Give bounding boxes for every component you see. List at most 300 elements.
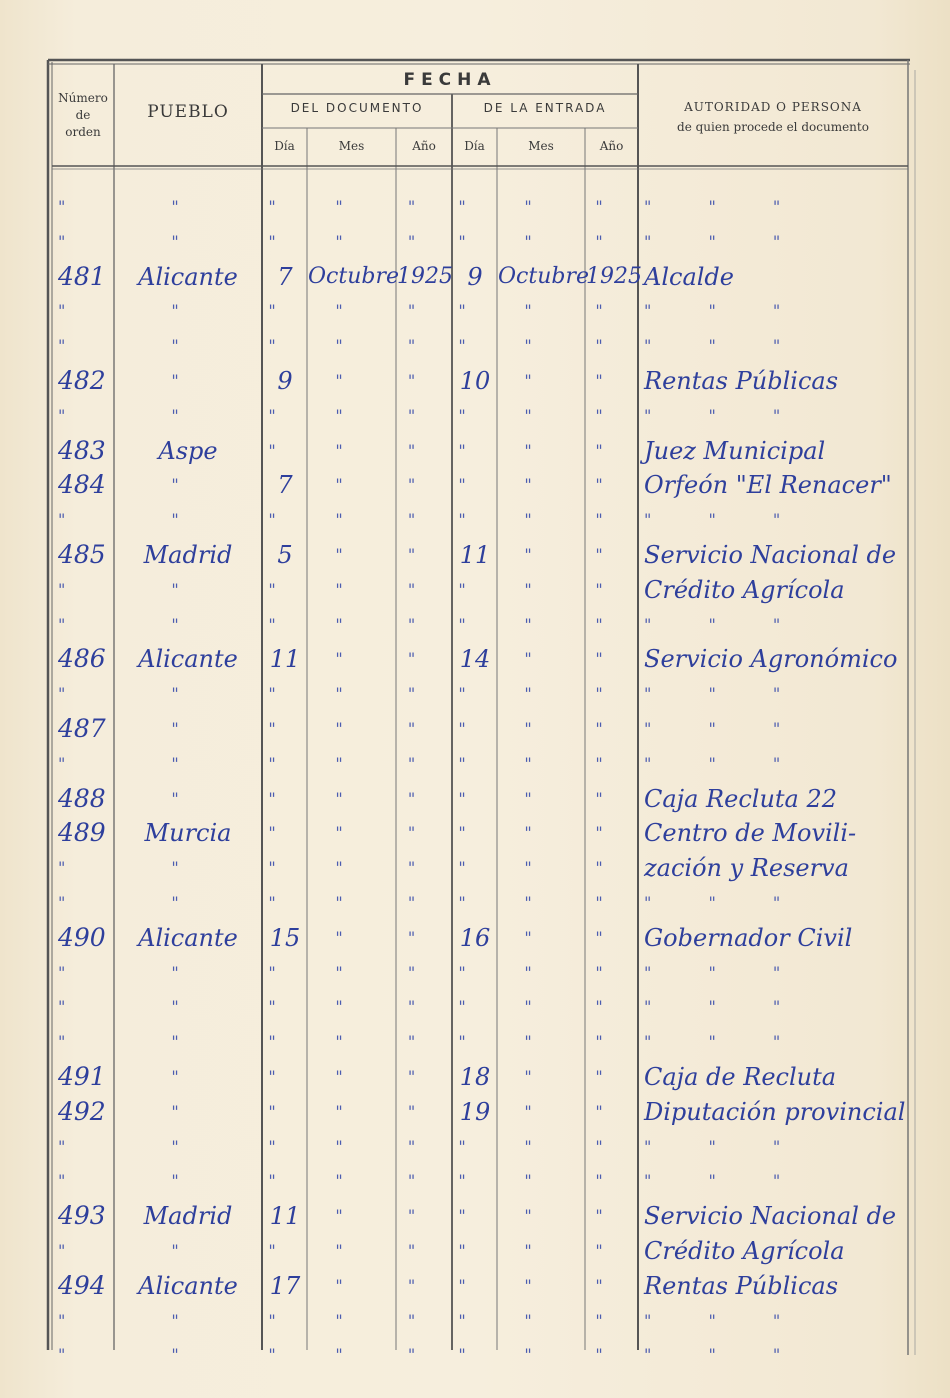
row-21-entrada-dia: ": [458, 893, 492, 912]
row-30-doc-anio: ": [407, 1206, 442, 1226]
row-21-pueblo: ": [171, 893, 205, 912]
row-15-doc-mes: ": [335, 684, 369, 704]
row-20-entrada-dia: ": [458, 858, 492, 878]
row-11-doc-anio: ": [407, 545, 442, 564]
row-4-orden-numero: ": [58, 301, 92, 321]
row-8-orden-numero: 483: [58, 435, 106, 465]
row-13-entrada-dia: ": [458, 614, 492, 634]
row-33-pueblo: ": [171, 1310, 205, 1330]
row-11-entrada-anio: ": [595, 545, 629, 564]
row-5-entrada-mes: ": [524, 336, 558, 356]
row-30-entrada-mes: ": [524, 1206, 558, 1226]
row-32-entrada-mes: ": [524, 1275, 558, 1295]
row-22-pueblo: Alicante: [138, 923, 238, 952]
row-32-doc-anio: ": [407, 1275, 442, 1295]
row-14-pueblo: Alicante: [138, 645, 238, 674]
row-22-entrada-anio: ": [595, 927, 629, 947]
header-doc-anio: Año: [412, 139, 436, 153]
row-19-entrada-anio: ": [595, 823, 629, 843]
header-numero-de-orden: [52, 90, 114, 141]
row-34-entrada-dia: ": [458, 1345, 492, 1365]
row-28-entrada-dia: ": [458, 1136, 492, 1156]
row-27-entrada-dia: 19: [459, 1097, 491, 1126]
row-4-doc-dia: ": [268, 301, 302, 321]
row-7-orden-numero: ": [58, 405, 92, 425]
row-2-entrada-anio: ": [595, 231, 629, 251]
row-7-doc-dia: ": [268, 405, 302, 425]
row-2-doc-dia: ": [268, 231, 302, 251]
row-10-doc-mes: ": [335, 510, 369, 530]
row-5-doc-dia: ": [268, 336, 302, 356]
header-numero-line2: de: [75, 108, 91, 122]
row-11-orden-numero: 485: [58, 540, 106, 569]
header-doc-dia: Día: [274, 139, 295, 153]
row-20-pueblo: ": [171, 858, 205, 878]
row-6-doc-mes: ": [335, 371, 369, 390]
row-29-doc-mes: ": [335, 1171, 369, 1191]
row-3-entrada-anio: 1925: [586, 263, 642, 289]
header-fecha: FECHA: [403, 70, 497, 90]
row-30-doc-mes: ": [335, 1206, 369, 1226]
row-10-doc-dia: ": [268, 510, 302, 530]
row-23-doc-anio: ": [407, 962, 442, 982]
row-27-doc-dia: ": [268, 1101, 302, 1121]
row-27-doc-mes: ": [335, 1101, 369, 1121]
row-13-orden-numero: ": [58, 614, 92, 634]
row-15-pueblo: ": [171, 684, 205, 704]
row-2-entrada-dia: ": [458, 231, 492, 251]
row-25-doc-anio: ": [407, 1032, 442, 1052]
row-29-entrada-mes: ": [524, 1171, 558, 1191]
row-25-entrada-dia: ": [458, 1032, 492, 1052]
row-4-entrada-dia: ": [458, 301, 492, 321]
row-6-doc-anio: ": [407, 371, 442, 390]
row-29-orden-numero: ": [58, 1171, 92, 1191]
row-1-autoridad: " " ": [644, 197, 807, 216]
row-20-doc-dia: ": [268, 858, 302, 878]
row-9-autoridad: Orfeón "El Renacer": [644, 471, 892, 500]
row-18-autoridad: Caja Recluta 22: [644, 784, 838, 813]
row-20-doc-anio: ": [407, 858, 442, 878]
row-33-orden-numero: ": [58, 1310, 92, 1330]
row-5-orden-numero: ": [58, 336, 92, 356]
row-22-doc-mes: ": [335, 927, 369, 947]
row-23-doc-mes: ": [335, 962, 369, 982]
row-2-pueblo: ": [171, 231, 205, 251]
row-5-autoridad: " " ": [644, 336, 807, 356]
row-10-entrada-anio: ": [595, 510, 629, 530]
row-31-doc-mes: ": [335, 1241, 369, 1260]
row-7-autoridad: " " ": [644, 405, 807, 425]
row-19-pueblo: Murcia: [144, 819, 232, 848]
row-4-autoridad: " " ": [644, 301, 807, 321]
row-26-entrada-dia: 18: [459, 1063, 491, 1091]
header-doc-mes: Mes: [338, 139, 365, 153]
row-32-autoridad: Rentas Públicas: [644, 1271, 839, 1300]
row-32-orden-numero: 494: [58, 1270, 106, 1300]
row-28-entrada-mes: ": [524, 1136, 558, 1156]
row-3-doc-anio: 1925: [397, 263, 453, 289]
row-7-doc-mes: ": [335, 405, 369, 425]
row-6-doc-dia: 9: [277, 367, 293, 395]
row-31-orden-numero: ": [58, 1241, 92, 1260]
row-3-autoridad: Alcalde: [644, 262, 734, 291]
row-32-entrada-dia: ": [458, 1275, 492, 1295]
row-29-pueblo: ": [171, 1171, 205, 1191]
row-22-doc-dia: 15: [269, 923, 301, 952]
row-11-pueblo: Madrid: [143, 541, 233, 569]
row-18-doc-mes: ": [335, 788, 369, 808]
row-3-doc-mes: Octubre: [308, 263, 399, 289]
row-9-entrada-anio: ": [595, 475, 629, 495]
row-8-autoridad: Juez Municipal: [644, 436, 826, 465]
row-16-pueblo: ": [171, 719, 205, 738]
row-26-autoridad: Caja de Recluta: [644, 1063, 837, 1091]
row-25-doc-dia: ": [268, 1032, 302, 1052]
row-16-entrada-mes: ": [524, 719, 558, 738]
row-25-entrada-mes: ": [524, 1032, 558, 1052]
row-6-pueblo: ": [171, 371, 205, 390]
row-9-entrada-mes: ": [524, 475, 558, 495]
row-5-entrada-dia: ": [458, 336, 492, 356]
row-26-orden-numero: 491: [58, 1062, 106, 1091]
row-6-entrada-dia: 10: [459, 367, 491, 395]
row-14-entrada-dia: 14: [459, 645, 491, 674]
row-17-doc-dia: ": [268, 753, 302, 773]
row-15-entrada-mes: ": [524, 684, 558, 704]
row-24-doc-dia: ": [268, 997, 302, 1017]
row-9-orden-numero: 484: [58, 470, 106, 500]
row-7-pueblo: ": [171, 405, 205, 425]
row-24-doc-mes: ": [335, 997, 369, 1017]
row-24-entrada-dia: ": [458, 997, 492, 1017]
row-21-doc-dia: ": [268, 893, 302, 912]
row-26-doc-anio: ": [407, 1067, 442, 1086]
row-30-pueblo: Madrid: [143, 1202, 233, 1231]
row-12-doc-anio: ": [407, 579, 442, 599]
header-ent-dia: Día: [464, 139, 485, 153]
row-6-autoridad: Rentas Públicas: [644, 367, 839, 395]
row-17-autoridad: " " ": [644, 753, 807, 773]
row-3-entrada-mes: Octubre: [498, 263, 589, 289]
row-14-orden-numero: 486: [58, 644, 106, 674]
row-11-doc-dia: 5: [277, 541, 293, 569]
row-2-autoridad: " " ": [644, 231, 807, 251]
row-26-doc-mes: ": [335, 1067, 369, 1086]
row-24-orden-numero: ": [58, 997, 92, 1017]
row-27-autoridad: Diputación provincial: [644, 1097, 906, 1126]
row-8-entrada-dia: ": [458, 440, 492, 460]
row-17-pueblo: ": [171, 753, 205, 773]
row-28-doc-dia: ": [268, 1136, 302, 1156]
row-17-entrada-anio: ": [595, 753, 629, 773]
row-27-orden-numero: 492: [58, 1096, 106, 1126]
row-13-autoridad: " " ": [644, 614, 807, 634]
header-numero-line1: Número: [58, 91, 108, 105]
row-10-entrada-dia: ": [458, 510, 492, 530]
row-20-orden-numero: ": [58, 858, 92, 878]
row-21-entrada-mes: ": [524, 893, 558, 912]
row-3-pueblo: Alicante: [138, 262, 238, 291]
row-20-entrada-mes: ": [524, 858, 558, 878]
row-15-autoridad: " " ": [644, 684, 807, 704]
row-4-entrada-anio: ": [595, 301, 629, 321]
row-5-pueblo: ": [171, 336, 205, 356]
row-9-doc-mes: ": [335, 475, 369, 495]
row-18-doc-dia: ": [268, 788, 302, 808]
row-33-doc-mes: ": [335, 1310, 369, 1330]
row-34-orden-numero: ": [58, 1345, 92, 1365]
row-29-entrada-dia: ": [458, 1171, 492, 1191]
row-33-doc-dia: ": [268, 1310, 302, 1330]
header-ent-mes: Mes: [528, 139, 554, 153]
row-26-entrada-anio: ": [595, 1067, 629, 1086]
row-4-entrada-mes: ": [524, 301, 558, 321]
row-7-doc-anio: ": [407, 405, 442, 425]
header-del-documento: DEL DOCUMENTO: [290, 101, 424, 115]
row-32-pueblo: Alicante: [138, 1271, 238, 1300]
row-9-doc-anio: ": [407, 475, 442, 495]
row-30-autoridad: Servicio Nacional de: [644, 1202, 897, 1231]
row-8-doc-dia: ": [268, 440, 302, 460]
row-11-entrada-dia: 11: [459, 541, 491, 569]
row-12-entrada-anio: ": [595, 579, 629, 599]
row-28-doc-mes: ": [335, 1136, 369, 1156]
row-7-entrada-anio: ": [595, 405, 629, 425]
row-34-autoridad: " " ": [644, 1345, 807, 1365]
row-1-doc-mes: ": [335, 197, 369, 216]
row-9-doc-dia: 7: [277, 471, 293, 500]
row-14-doc-mes: ": [335, 649, 369, 669]
header-numero-line3: orden: [65, 125, 101, 139]
header-de-la-entrada: DE LA ENTRADA: [483, 101, 607, 115]
row-31-entrada-anio: ": [595, 1241, 629, 1260]
row-28-doc-anio: ": [407, 1136, 442, 1156]
row-11-entrada-mes: ": [524, 545, 558, 564]
row-15-doc-dia: ": [268, 684, 302, 704]
row-24-entrada-mes: ": [524, 997, 558, 1017]
row-17-entrada-dia: ": [458, 753, 492, 773]
row-19-doc-dia: ": [268, 823, 302, 843]
row-25-autoridad: " " ": [644, 1032, 807, 1052]
row-17-doc-mes: ": [335, 753, 369, 773]
row-27-entrada-anio: ": [595, 1101, 629, 1121]
row-25-pueblo: ": [171, 1032, 205, 1052]
row-30-doc-dia: 11: [269, 1202, 301, 1231]
row-33-entrada-dia: ": [458, 1310, 492, 1330]
row-10-pueblo: ": [171, 510, 205, 530]
row-14-doc-dia: 11: [269, 645, 301, 674]
row-34-pueblo: ": [171, 1345, 205, 1365]
row-14-entrada-mes: ": [524, 649, 558, 669]
row-2-entrada-mes: ": [524, 231, 558, 251]
row-34-doc-anio: ": [407, 1345, 442, 1365]
row-15-entrada-anio: ": [595, 684, 629, 704]
row-12-autoridad: Crédito Agrícola: [644, 575, 845, 604]
row-16-entrada-dia: ": [458, 719, 492, 738]
row-8-pueblo: Aspe: [158, 436, 218, 465]
row-5-doc-anio: ": [407, 336, 442, 356]
row-22-autoridad: Gobernador Civil: [644, 923, 853, 952]
row-22-entrada-mes: ": [524, 927, 558, 947]
row-13-doc-mes: ": [335, 614, 369, 634]
row-10-doc-anio: ": [407, 510, 442, 530]
row-33-entrada-mes: ": [524, 1310, 558, 1330]
row-31-autoridad: Crédito Agrícola: [644, 1237, 845, 1265]
row-21-entrada-anio: ": [595, 893, 629, 912]
row-12-doc-dia: ": [268, 579, 302, 599]
row-3-entrada-dia: 9: [467, 262, 483, 291]
row-6-orden-numero: 482: [58, 366, 106, 395]
row-33-autoridad: " " ": [644, 1310, 807, 1330]
row-20-entrada-anio: ": [595, 858, 629, 878]
header-ent-anio: Año: [599, 139, 624, 153]
header-autoridad: AUTORIDAD O PERSONA: [684, 100, 862, 114]
row-25-doc-mes: ": [335, 1032, 369, 1052]
row-18-orden-numero: 488: [58, 783, 106, 813]
row-12-pueblo: ": [171, 579, 205, 599]
row-7-entrada-dia: ": [458, 405, 492, 425]
row-2-doc-mes: ": [335, 231, 369, 251]
row-12-orden-numero: ": [58, 579, 92, 599]
row-9-entrada-dia: ": [458, 475, 492, 495]
row-12-doc-mes: ": [335, 579, 369, 599]
row-15-orden-numero: ": [58, 684, 92, 704]
row-1-doc-anio: ": [407, 197, 442, 216]
row-24-pueblo: ": [171, 997, 205, 1017]
row-25-entrada-anio: ": [595, 1032, 629, 1052]
row-29-doc-anio: ": [407, 1171, 442, 1191]
row-14-autoridad: Servicio Agronómico: [644, 645, 898, 674]
row-33-entrada-anio: ": [595, 1310, 629, 1330]
row-34-entrada-mes: ": [524, 1345, 558, 1365]
row-25-orden-numero: ": [58, 1032, 92, 1052]
row-1-pueblo: ": [171, 197, 205, 216]
row-21-doc-mes: ": [335, 893, 369, 912]
row-19-orden-numero: 489: [58, 818, 106, 848]
row-30-orden-numero: 493: [58, 1201, 106, 1231]
row-3-doc-dia: 7: [277, 262, 293, 291]
row-13-doc-dia: ": [268, 614, 302, 634]
row-27-doc-anio: ": [407, 1101, 442, 1121]
row-18-entrada-anio: ": [595, 788, 629, 808]
row-30-entrada-dia: ": [458, 1206, 492, 1226]
row-27-pueblo: ": [171, 1101, 205, 1121]
row-28-orden-numero: ": [58, 1136, 92, 1156]
header-pueblo: PUEBLO: [147, 102, 229, 122]
row-34-entrada-anio: ": [595, 1345, 629, 1365]
row-29-doc-dia: ": [268, 1171, 302, 1191]
row-10-entrada-mes: ": [524, 510, 558, 530]
row-16-doc-mes: ": [335, 719, 369, 738]
row-6-entrada-anio: ": [595, 371, 629, 390]
row-5-entrada-anio: ": [595, 336, 629, 356]
row-20-doc-mes: ": [335, 858, 369, 878]
row-24-autoridad: " " ": [644, 997, 807, 1017]
row-23-entrada-mes: ": [524, 962, 558, 982]
row-19-autoridad: Centro de Movili-: [644, 819, 857, 848]
row-16-orden-numero: 487: [58, 714, 106, 743]
row-28-entrada-anio: ": [595, 1136, 629, 1156]
row-16-autoridad: " " ": [644, 719, 807, 738]
row-14-entrada-anio: ": [595, 649, 629, 669]
row-23-pueblo: ": [171, 962, 205, 982]
row-4-pueblo: ": [171, 301, 205, 321]
row-31-entrada-mes: ": [524, 1241, 558, 1260]
row-19-entrada-dia: ": [458, 823, 492, 843]
row-31-doc-dia: ": [268, 1241, 302, 1260]
row-20-autoridad: zación y Reserva: [644, 854, 849, 883]
row-13-entrada-mes: ": [524, 614, 558, 634]
row-11-doc-mes: ": [335, 545, 369, 564]
row-32-doc-dia: 17: [269, 1271, 301, 1300]
row-1-entrada-mes: ": [524, 197, 558, 216]
row-16-doc-anio: ": [407, 719, 442, 738]
row-32-entrada-anio: ": [595, 1275, 629, 1295]
row-22-orden-numero: 490: [58, 922, 106, 952]
row-18-entrada-mes: ": [524, 788, 558, 808]
row-34-doc-dia: ": [268, 1345, 302, 1365]
row-19-doc-mes: ": [335, 823, 369, 843]
row-13-doc-anio: ": [407, 614, 442, 634]
row-21-orden-numero: ": [58, 893, 92, 912]
row-1-entrada-dia: ": [458, 197, 492, 216]
row-7-entrada-mes: ": [524, 405, 558, 425]
row-24-doc-anio: ": [407, 997, 442, 1017]
header-autoridad-sub: de quien procede el documento: [677, 120, 869, 134]
row-12-entrada-dia: ": [458, 579, 492, 599]
row-22-entrada-dia: 16: [459, 923, 491, 952]
row-21-doc-anio: ": [407, 893, 442, 912]
row-4-doc-mes: ": [335, 301, 369, 321]
row-26-pueblo: ": [171, 1067, 205, 1086]
row-33-doc-anio: ": [407, 1310, 442, 1330]
row-31-doc-anio: ": [407, 1241, 442, 1260]
row-1-orden-numero: ": [58, 197, 92, 216]
row-32-doc-mes: ": [335, 1275, 369, 1295]
row-2-doc-anio: ": [407, 231, 442, 251]
row-1-doc-dia: ": [268, 197, 302, 216]
row-19-doc-anio: ": [407, 823, 442, 843]
row-13-entrada-anio: ": [595, 614, 629, 634]
row-18-entrada-dia: ": [458, 788, 492, 808]
row-8-doc-mes: ": [335, 440, 369, 460]
row-12-entrada-mes: ": [524, 579, 558, 599]
row-5-doc-mes: ": [335, 336, 369, 356]
row-15-doc-anio: ": [407, 684, 442, 704]
row-15-entrada-dia: ": [458, 684, 492, 704]
row-23-entrada-anio: ": [595, 962, 629, 982]
row-13-pueblo: ": [171, 614, 205, 634]
row-2-orden-numero: ": [58, 231, 92, 251]
row-26-entrada-mes: ": [524, 1067, 558, 1086]
row-31-pueblo: ": [171, 1241, 205, 1260]
row-23-doc-dia: ": [268, 962, 302, 982]
row-8-entrada-mes: ": [524, 440, 558, 460]
row-4-doc-anio: ": [407, 301, 442, 321]
row-30-entrada-anio: ": [595, 1206, 629, 1226]
row-28-pueblo: ": [171, 1136, 205, 1156]
row-22-doc-anio: ": [407, 927, 442, 947]
row-1-entrada-anio: ": [595, 197, 629, 216]
row-24-entrada-anio: ": [595, 997, 629, 1017]
row-6-entrada-mes: ": [524, 371, 558, 390]
row-23-autoridad: " " ": [644, 962, 807, 982]
row-17-entrada-mes: ": [524, 753, 558, 773]
row-3-orden-numero: 481: [58, 261, 106, 291]
row-11-autoridad: Servicio Nacional de: [644, 541, 897, 569]
row-8-doc-anio: ": [407, 440, 442, 460]
